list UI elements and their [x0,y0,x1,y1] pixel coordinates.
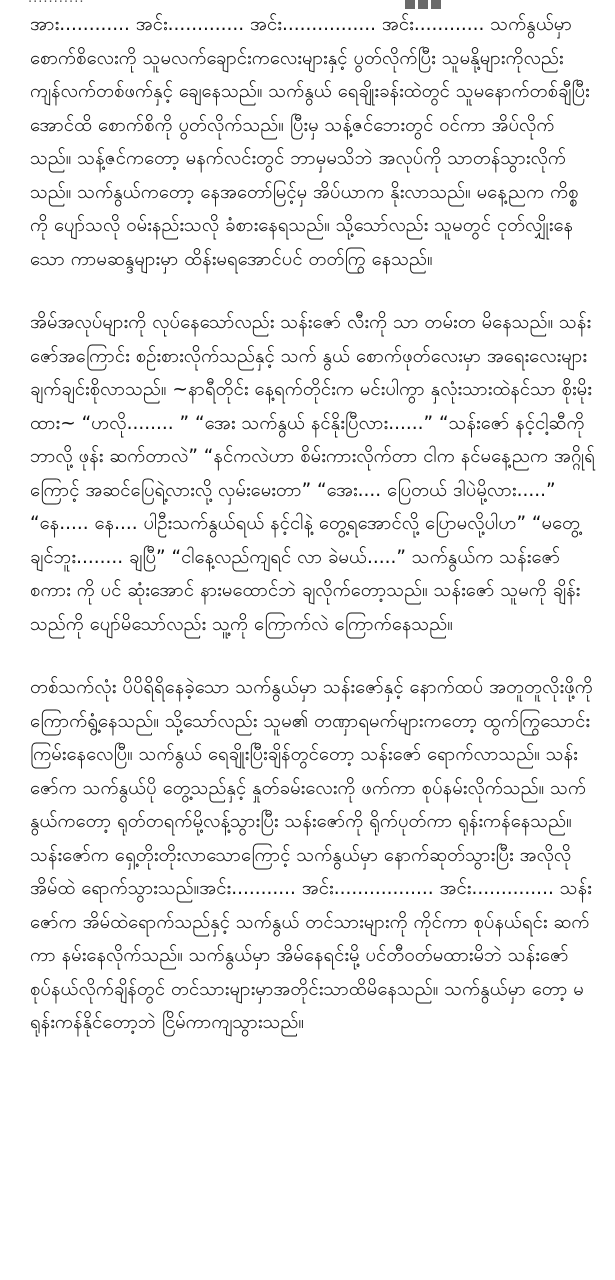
paragraph-2: အိမ်အလုပ်များကို လုပ်နေသော်လည်း သန်းဇော် လီးကို သာ တမ်းတ မိနေသည်။ သန်းဇော်အကြောင်း စဉ်းစားလိုက်သည်နှင့် သက် နွယ် စောက်ဖုတ်လေးမှာ အရေးလေးများ ချက်ချင်းစိုလာသည်။ ~နာရီတိုင်း နေ့ရက်တိုင်းက မင်းပါကွာ နှလုံးသားထဲနင်သာ စိုးမိုး ထား~ “ဟလို........ ” “အေး သက်နွယ် နင်နိုးပြီလား......” “သန်းဇော် နင့်ငါ့ဆီကို ဘာလို့ ဖုန်း ဆက်တာလဲ” “နင်ကလဲဟာ စိမ်းကားလိုက်တာ ငါက နင်မနေ့ညက အဂ္ဂိုရ်ကြောင့် အဆင်ပြေရဲ့လားလို့ လှမ်းမေးတာ” “အေး.... ပြေတယ် ဒါပဲမို့လား.....” “နေ..... နေ.... ပါဦးသက်နွယ်ရယ် နင့်ငါနဲ့ တွေ့ရအောင်လို့ ပြောမလို့ပါဟ” “မတွေ့ချင်ဘူး........ ချပြီ” “ငါနေ့လည်ကျရင် လာ ခဲမယ်.....” သက်နွယ်က သန်းဇော်စကား ကို ပင် ဆုံးအောင် နားမထောင်ဘဲ ချလိုက်တော့သည်။ သန်းဇော် သူမကို ချိန်းသည်ကို ပျော်မိသော်လည်း သူ့ကို ကြောက်လဲ ကြောက်နေသည်။ [30,312,595,635]
signal-icon [405,0,465,6]
paragraph-1: အား............ အင်း............. အင်း................ အင်း............ သက်နွယ်မှာ စောက်စိလေးကို သူမလက်ချောင်းကလေးများနှင့် ပွတ်လိုက်ပြီး သူမနို့များကိုလည်း ကျန်လက်တစ်ဖက်နှင့် ချေနေသည်။ သက်နွယ် ရေချိုးခန်းထဲတွင် သူမနောက်တစ်ချီပြီးအောင်ထိ စောက်စိကို ပွတ်လိုက်သည်။ ပြီးမှ သန့်ဇင်ဘေးတွင် ဝင်ကာ အိပ်လိုက်သည်။ သန့်ဇင်ကတော့ မနက်လင်းတွင် ဘာမှမသိဘဲ အလုပ်ကို သာတန်သွားလိုက်သည်။ သက်နွယ်ကတော့ နေအတော်မြင့်မှ အိပ်ယာက နိုးလာသည်။ မနေ့ညက ကိစ္စကို ပျော်သလို ဝမ်းနည်းသလို ခံစားနေရသည်။ သို့သော်လည်း သူမတွင် ငုတ်လျှိုးနေသော ကာမဆန္ဒများမှာ ထိန်းမရအောင်ပင် တတ်ကြွ နေသည်။ [30,14,590,270]
status-text [28,0,84,6]
paragraph-3: တစ်သက်လုံး ပိပိရိရိနေခဲ့သော သက်နွယ်မှာ သန်းဇော်နှင့် နောက်ထပ် အတူတူလိုးဖို့ကို ကြောက်ရွံ့နေသည်။ သို့သော်လည်း သူမ၏ တဏှာရမက်များကတော့ ထွက်ကြွသောင်း ကြမ်းနေလေပြီ။ သက်နွယ် ရေချိုးပြီးချိန်တွင်တော့ သန်းဇော် ရောက်လာသည်။ သန်းဇော်က သက်နွယ်ပို တွေ့သည်နှင့် နှုတ်ခမ်းလေးကို ဖက်ကာ စုပ်နမ်းလိုက်သည်။ သက်နွယ်ကတော့ ရုတ်တရက်မို့လန့်သွားပြီး သန်းဇော်ကို ရိုက်ပုတ်ကာ ရုန်းကန်နေသည်။ သန်းဇော်က ရှေ့တိုးတိုးလာသောကြောင့် သက်နွယ်မှာ နောက်ဆုတ်သွားပြီး အလိုလိုအိမ်ထဲ ရောက်သွားသည်။အင်း........... အင်း................. အင်း.............. သန်းဇော်က အိမ်ထဲရောက်သည်နှင့် သက်နွယ် တင်သားများကို ကိုင်ကာ စုပ်နယ်ရင်း ဆက်ကာ နမ်းနေလိုက်သည်။ သက်နွယ်မှာ အိမ်နေရင်းမို့ ပင်တီဝတ်မထားမိဘဲ သန်းဇော် စုပ်နယ်လိုက်ချိန်တွင် တင်သားများမှာအတိုင်းသာထိမိနေသည်။ သက်နွယ်မှာ တော့ မရုန်းကန်နိုင်တော့ဘဲ ငြိမ်ကာကျသွားသည်။ [30,677,593,1033]
article-body [30,8,595,1070]
